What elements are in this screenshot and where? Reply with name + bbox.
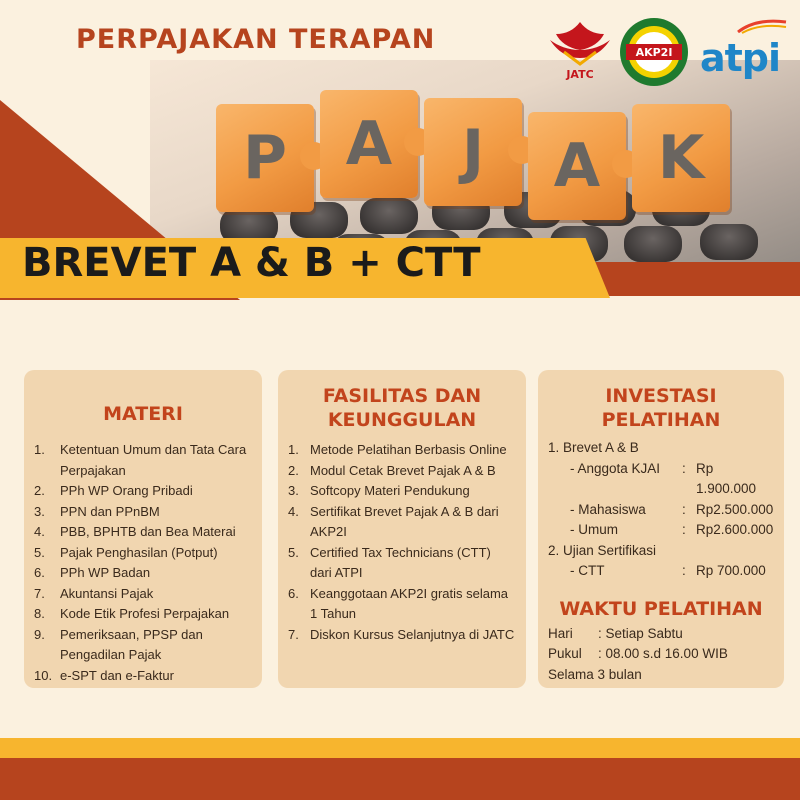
schedule-day: Hari : Setiap Sabtu bbox=[548, 625, 683, 641]
list-item: 7. Akuntansi Pajak bbox=[34, 585, 154, 601]
price-row: - Mahasiswa : Rp2.500.000 bbox=[570, 501, 774, 517]
waktu-title: WAKTU PELATIHAN bbox=[559, 597, 763, 620]
banner-title: BREVET A & B + CTT bbox=[22, 240, 481, 286]
list-item: 9. Pemeriksaan, PPSP dan Pengadilan Pajak bbox=[34, 626, 203, 662]
puzzle-piece: P bbox=[216, 104, 314, 212]
page-title: PERPAJAKAN TERAPAN bbox=[76, 24, 436, 55]
akp2i-logo-text: AKP2I bbox=[635, 46, 673, 59]
list-item: 5. Pajak Penghasilan (Potput) bbox=[34, 544, 218, 560]
investasi-group-ujian: 2. Ujian Sertifikasi bbox=[548, 542, 657, 558]
puzzle-piece: K bbox=[632, 104, 730, 212]
list-item: 2. Modul Cetak Brevet Pajak A & B bbox=[288, 462, 496, 478]
list-item: 2. PPh WP Orang Pribadi bbox=[34, 483, 193, 498]
atpi-logo bbox=[698, 18, 788, 80]
schedule-time: Pukul : 08.00 s.d 16.00 WIB bbox=[548, 646, 728, 661]
investasi-group-brevet: 1. Brevet A & B bbox=[548, 440, 639, 455]
list-item: 4. PBB, BPHTB dan Bea Materai bbox=[34, 524, 236, 539]
akp2i-logo bbox=[618, 16, 690, 88]
header-hero bbox=[0, 0, 800, 330]
fasilitas-list bbox=[288, 440, 516, 645]
footer-band-red bbox=[0, 758, 800, 800]
materi-list bbox=[34, 440, 252, 686]
list-item: 5. Certified Tax Technicians (CTT) dari ATPI bbox=[288, 544, 491, 580]
jatc-logo bbox=[546, 16, 614, 82]
price-row: - Anggota KJAI : Rp 1.900.000 bbox=[570, 460, 757, 496]
list-item: 8. Kode Etik Profesi Perpajakan bbox=[34, 606, 230, 621]
puzzle-piece: A bbox=[528, 112, 626, 220]
materi-panel bbox=[24, 370, 262, 688]
list-item: 6. Keanggotaan AKP2I gratis selama 1 Tahun bbox=[288, 585, 509, 621]
atpi-swoosh bbox=[736, 18, 788, 34]
investasi-title: INVESTASI PELATIHAN bbox=[601, 385, 721, 431]
list-item: 1. Ketentuan Umum dan Tata Cara Perpajakan bbox=[34, 442, 247, 478]
list-item: 3. Softcopy Materi Pendukung bbox=[288, 483, 470, 498]
price-row: - Umum : Rp2.600.000 bbox=[570, 522, 774, 537]
atpi-logo-text: atpi bbox=[700, 36, 781, 80]
fasilitas-panel bbox=[278, 370, 526, 688]
jatc-logo-text: JATC bbox=[566, 68, 594, 81]
materi-title: MATERI bbox=[103, 403, 183, 425]
puzzle-word bbox=[216, 84, 736, 224]
fasilitas-title: FASILITAS DAN KEUNGGULAN bbox=[322, 385, 482, 431]
puzzle-piece: J bbox=[424, 98, 522, 206]
investasi-panel bbox=[538, 370, 784, 688]
footer-band-yellow bbox=[0, 738, 800, 758]
list-item: 3. PPN dan PPnBM bbox=[34, 503, 160, 519]
list-item: 7. Diskon Kursus Selanjutnya di JATC bbox=[288, 626, 515, 642]
puzzle-piece: A bbox=[320, 90, 418, 198]
schedule-duration: Selama 3 bulan bbox=[548, 666, 642, 682]
price-row: - CTT : Rp 700.000 bbox=[570, 563, 766, 578]
list-item: 6. PPh WP Badan bbox=[34, 565, 151, 580]
list-item: 1. Metode Pelatihan Berbasis Online bbox=[288, 442, 507, 457]
list-item: 10. e-SPT dan e-Faktur bbox=[34, 667, 174, 683]
list-item: 4. Sertifikat Brevet Pajak A & B dari AKP2I bbox=[288, 503, 499, 539]
